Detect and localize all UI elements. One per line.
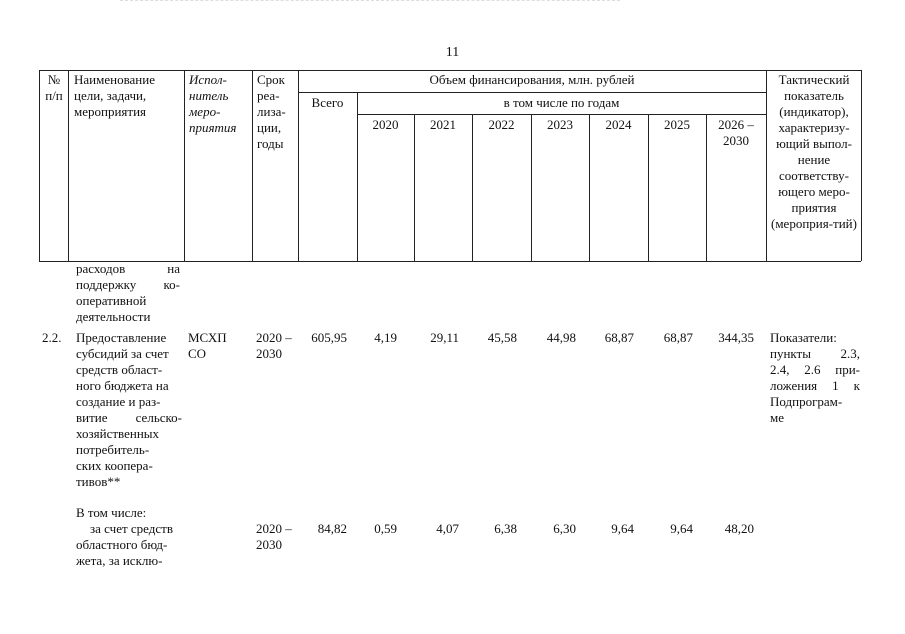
row-including-label: В том числе: (76, 505, 147, 520)
row-continuation-name: расходов на поддержку ко- оперативной деятельности (76, 261, 180, 324)
row-regional-budget-term: 2020 – 2030 (256, 521, 292, 552)
row-regional-budget-2026-2030: 48,20 (724, 521, 754, 536)
row-2-2-2021: 29,11 (430, 330, 459, 345)
row-regional-budget-total: 84,82 (317, 521, 347, 536)
row-regional-budget-2021: 4,07 (436, 521, 459, 536)
header-year-2022: 2022 (488, 117, 515, 132)
header-indicator: Тактический показатель (индикатор), характеризу-ющий выпол-нение соответству-ющего меро-приятия (мероприя-тий) (771, 72, 857, 231)
row-2-2-2020: 4,19 (374, 330, 397, 345)
row-2-2-2025: 68,87 (663, 330, 693, 345)
row-2-2-indicator: Показатели: пункты 2.3, 2.4, 2.6 при- ложения 1 к Подпрограм- ме (770, 330, 860, 425)
header-executor: Испол- нитель меро- приятия (189, 72, 237, 135)
page-number: 11 (445, 45, 460, 60)
row-2-2-name: Предоставление субсидий за счет средств област- ного бюджета на создание и раз- витие сельско- хозяйственных потребитель- ских коопера- тивов** (76, 330, 182, 489)
header-year-2020: 2020 (372, 117, 399, 132)
header-num: № п/п (45, 72, 63, 103)
header-year-2021: 2021 (430, 117, 456, 132)
scan-edge-mark (120, 0, 620, 3)
header-year-2026-2030: 2026 – 2030 (718, 117, 754, 148)
row-2-2-term: 2020 – 2030 (256, 330, 292, 361)
header-funding: Объем финансирования, млн. рублей (429, 72, 635, 87)
row-regional-budget-2023: 6,30 (553, 521, 576, 536)
header-total: Всего (311, 95, 344, 110)
header-year-2025: 2025 (664, 117, 690, 132)
row-regional-budget-2020: 0,59 (374, 521, 397, 536)
row-2-2-2023: 44,98 (546, 330, 576, 345)
header-year-2023: 2023 (547, 117, 573, 132)
row-regional-budget-2022: 6,38 (494, 521, 517, 536)
row-2-2-executor: МСХП СО (188, 330, 227, 361)
row-2-2-2024: 68,87 (604, 330, 634, 345)
header-term: Срок реа- лиза- ции, годы (257, 72, 286, 151)
row-2-2-num: 2.2. (42, 330, 62, 345)
row-2-2-total: 605,95 (311, 330, 347, 345)
header-year-2024: 2024 (605, 117, 632, 132)
row-regional-budget-2024: 9,64 (611, 521, 634, 536)
header-name: Наименование цели, задачи, мероприятия (74, 72, 155, 119)
row-2-2-2026-2030: 344,35 (718, 330, 754, 345)
header-by-years: в том числе по годам (503, 95, 620, 110)
row-regional-budget-2025: 9,64 (670, 521, 693, 536)
row-2-2-2022: 45,58 (487, 330, 517, 345)
row-regional-budget-name: за счет средств областного бюд- жета, за исклю- (76, 521, 173, 568)
